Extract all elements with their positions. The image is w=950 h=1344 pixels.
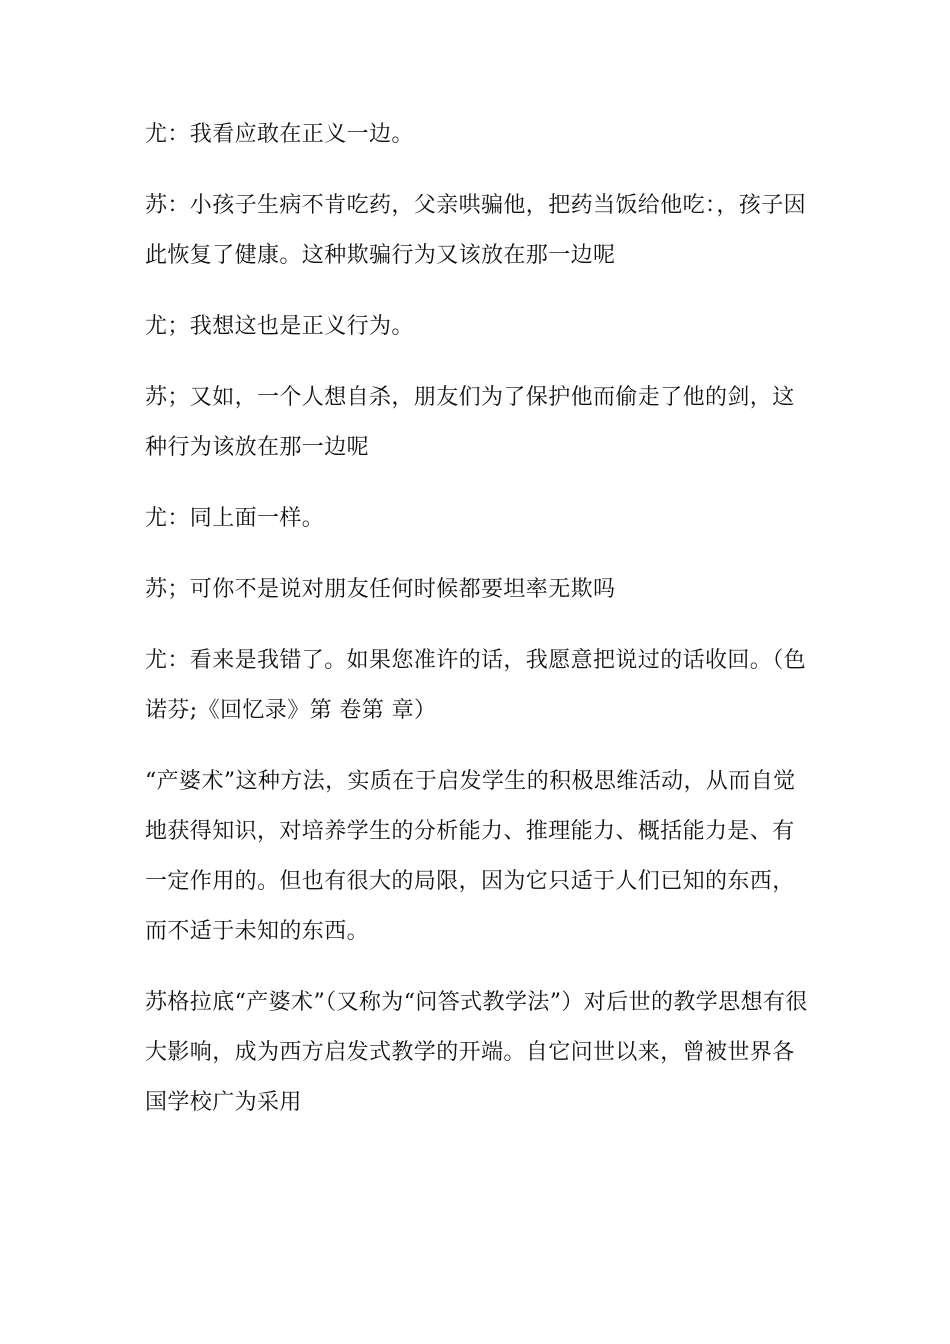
body-paragraph-method: “产婆术”这种方法，实质在于启发学生的积极思维活动，从而自觉地获得知识，对培养学生的分析能力、推理能力、概括能力是、有一定作用的。但也有很大的局限，因为它只适于人们已知的东西，而不适于未知的东西。 [145, 769, 796, 944]
dialogue-line-you-1: 尤：我看应敢在正义一边。 [145, 122, 414, 147]
body-paragraph-influence: 苏格拉底“产婆术”（又称为“问答式教学法”）对后世的教学思想有很大影响，成为西方启发式教学的开端。自它问世以来，曾被世界各国学校广为采用 [145, 990, 808, 1115]
document-body [145, 110, 810, 1149]
dialogue-line-su-1: 苏：小孩子生病不肯吃药，父亲哄骗他，把药当饭给他吃：，孩子因此恢复了健康。这种欺骗行为又该放在那一边呢 [145, 193, 807, 268]
dialogue-line-you-3: 尤：同上面一样。 [145, 506, 325, 531]
dialogue-line-su-2: 苏；又如，一个人想自杀，朋友们为了保护他而偷走了他的剑，这种行为该放在那一边呢 [145, 385, 795, 460]
dialogue-line-su-3: 苏；可你不是说对朋友任何时候都要坦率无欺吗 [145, 577, 616, 602]
dialogue-line-you-4: 尤：看来是我错了。如果您准许的话，我愿意把说过的话收回。（色诺芬;《回忆录》第 卷第 章） [145, 648, 807, 723]
dialogue-line-you-2: 尤；我想这也是正义行为。 [145, 314, 414, 339]
